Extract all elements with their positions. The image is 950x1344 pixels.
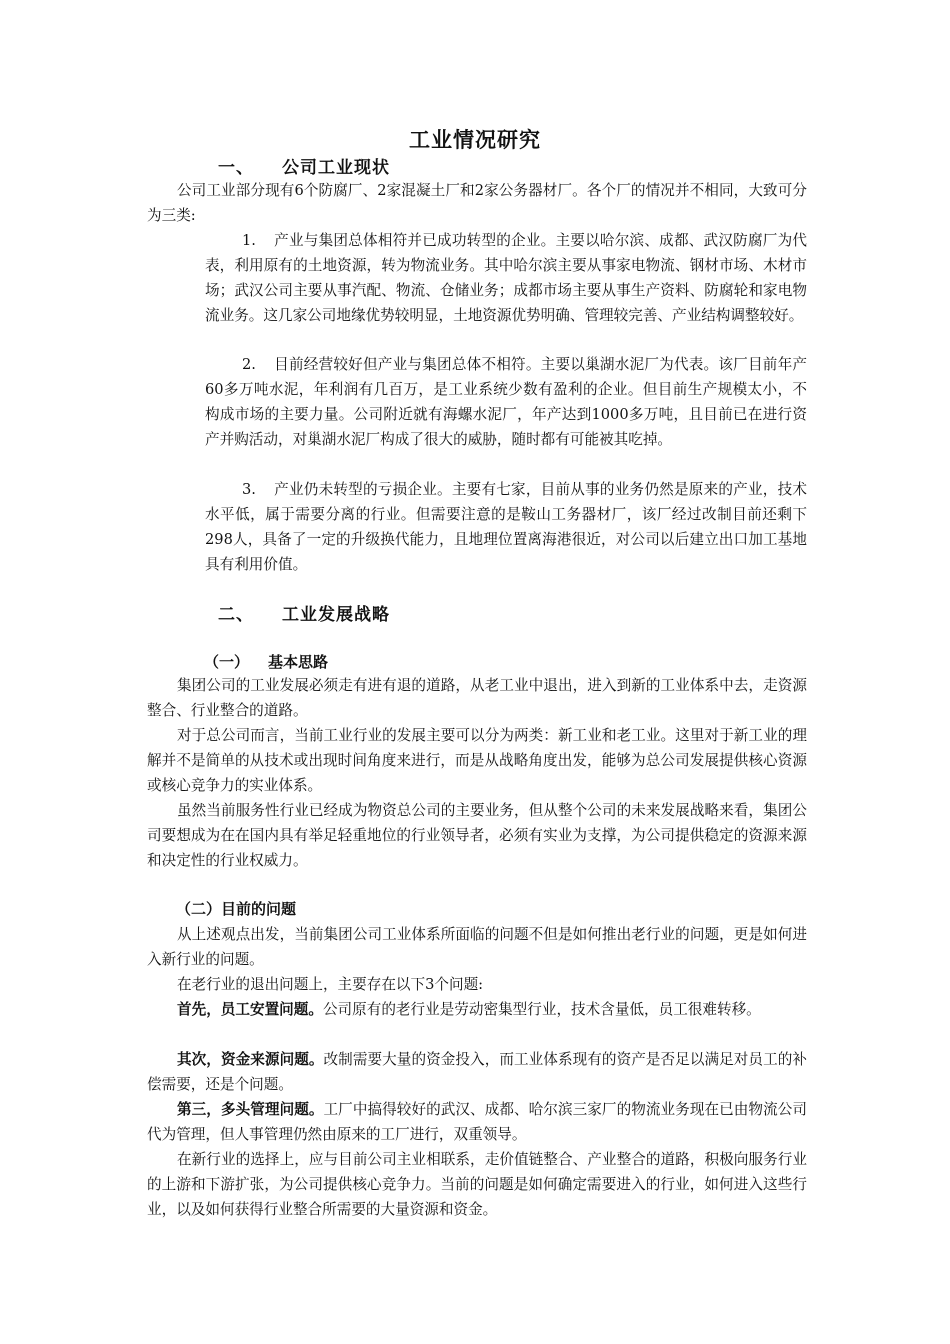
section2-number: 二、 [218, 605, 254, 625]
problem-text: 公司原有的老行业是劳动密集型行业，技术含量低，员工很难转移。 [322, 1001, 761, 1018]
subsection1-heading [204, 651, 328, 672]
problem-item [147, 997, 807, 1022]
problem-lead: 其次，资金来源问题。 [177, 1051, 324, 1068]
page-title: 工业情况研究 [409, 127, 541, 152]
problem-lead: 第三，多头管理问题。 [177, 1101, 324, 1118]
problem-item [147, 1047, 807, 1097]
list-item-text: 产业仍未转型的亏损企业。主要有七家，目前从事的业务仍然是原来的产业，技术水平低，属于需要分离的行业。但需要注意的是鞍山工务器材厂，该厂经过改制目前还剩下298人，具备了一定的升级换代能力，且地理位置离海港很近，对公司以后建立出口加工基地具有利用价值。 [205, 481, 807, 573]
list-item [205, 228, 807, 328]
problem-text: 工厂中搞得较好的武汉、成都、哈尔滨三家厂的物流业务现在已由物流公司代为管理，但人事管理仍然由原来的工厂进行，双重领导。 [147, 1101, 807, 1143]
list-item [205, 477, 807, 577]
paragraph: 虽然当前服务性行业已经成为物资总公司的主要业务，但从整个公司的未来发展战略来看，集团公司要想成为在在国内具有举足轻重地位的行业领导者，必须有实业为支撑，为公司提供稳定的资源来源和决定性的行业权威力。 [147, 802, 807, 869]
section2-title: 工业发展战略 [282, 605, 390, 625]
list-item-number: 2. [242, 356, 256, 373]
problem-lead: 首先，员工安置问题。 [177, 1001, 323, 1018]
problem-item [147, 1097, 807, 1147]
section1-intro: 公司工业部分现有6个防腐厂、2家混凝土厂和2家公务器材厂。各个厂的情况并不相同，大致可分为三类: [147, 182, 807, 224]
paragraph: 在老行业的退出问题上，主要存在以下3个问题: [177, 976, 484, 993]
list-item-text: 产业与集团总体相符并已成功转型的企业。主要以哈尔滨、成都、武汉防腐厂为代表，利用原有的土地资源，转为物流业务。其中哈尔滨主要从事家电物流、钢材市场、木材市场；武汉公司主要从事汽配、物流、仓储业务；成都市场主要从事生产资料、防腐轮和家电物流业务。这几家公司地缘优势较明显，土地资源优势明确、管理较完善、产业结构调整较好。 [205, 232, 807, 324]
paragraph: 从上述观点出发，当前集团公司工业体系所面临的问题不但是如何推出老行业的问题，更是如何进入新行业的问题。 [147, 926, 807, 968]
list-item-number: 1. [242, 232, 256, 249]
list-item [205, 352, 807, 452]
section1-number: 一、 [218, 158, 254, 178]
list-item-text: 目前经营较好但产业与集团总体不相符。主要以巢湖水泥厂为代表。该厂目前年产60多万吨水泥，年利润有几百万，是工业系统少数有盈利的企业。但目前生产规模太小，不构成市场的主要力量。公司附近就有海螺水泥厂，年产达到1000多万吨，且目前已在进行资产并购活动，对巢湖水泥厂构成了很大的威胁，随时都有可能被其吃掉。 [205, 356, 807, 448]
section2-heading [218, 600, 390, 625]
section1-title: 公司工业现状 [282, 158, 390, 178]
problem-text: 改制需要大量的资金投入，而工业体系现有的资产是否足以满足对员工的补偿需要，还是个问题。 [147, 1051, 807, 1093]
paragraph: 对于总公司而言，当前工业行业的发展主要可以分为两类：新工业和老工业。这里对于新工业的理解并不是简单的从技术或出现时间角度来进行，而是从战略角度出发，能够为总公司发展提供核心资源或核心竞争力的实业体系。 [147, 727, 807, 794]
list-item-number: 3. [242, 481, 256, 498]
paragraph: 集团公司的工业发展必须走有进有退的道路，从老工业中退出，进入到新的工业体系中去，走资源整合、行业整合的道路。 [147, 677, 807, 719]
paragraph: 在新行业的选择上，应与目前公司主业相联系，走价值链整合、产业整合的道路，积极向服务行业的上游和下游扩张，为公司提供核心竞争力。当前的问题是如何确定需要进入的行业，如何进入这些行业，以及如何获得行业整合所需要的大量资源和资金。 [147, 1151, 807, 1218]
subsection1-title: 基本思路 [268, 653, 329, 671]
section1-heading [218, 153, 390, 178]
subsection1-number: （一） [204, 653, 250, 671]
subsection2-heading: （二）目前的问题 [176, 900, 297, 918]
